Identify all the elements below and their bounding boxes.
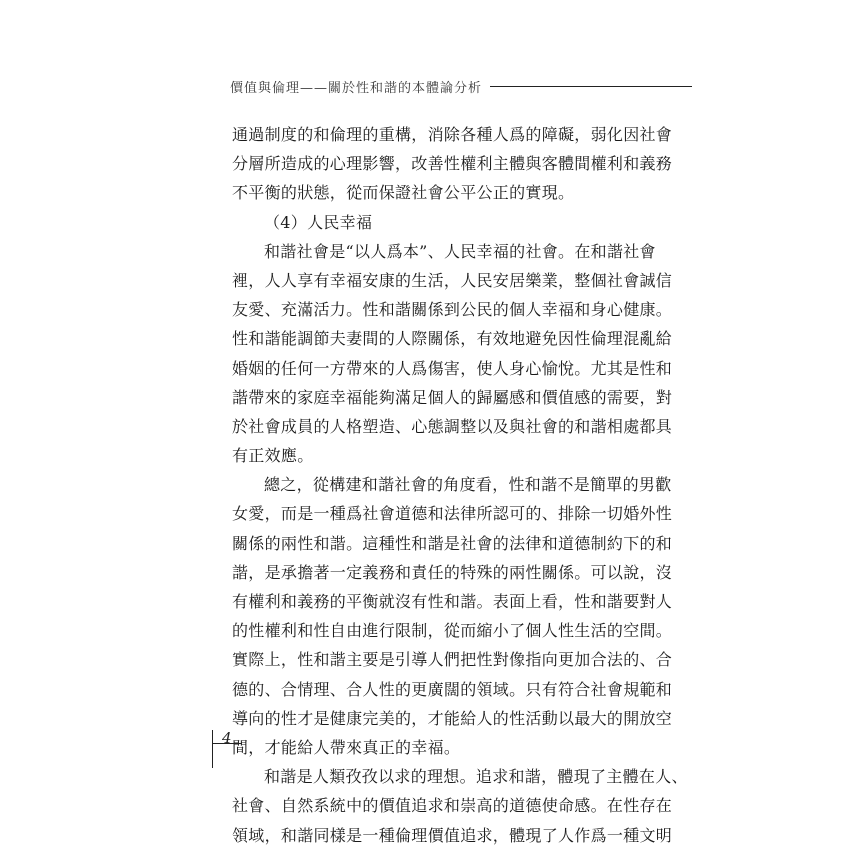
text-line: 的性權利和性自由進行限制，從而縮小了個人性生活的空間。 bbox=[232, 621, 673, 641]
text-line: 婚姻的任何一方帶來的人爲傷害，使人身心愉悅。尤其是性和 bbox=[232, 358, 673, 378]
text-line: 性和諧能調節夫妻間的人際關係，有效地避免因性倫理混亂給 bbox=[232, 329, 673, 349]
text-line: 實際上，性和諧主要是引導人們把性對像指向更加合法的、合 bbox=[232, 650, 673, 670]
text-line: 間，才能給人帶來真正的幸福。 bbox=[232, 737, 461, 757]
text-line: 於社會成員的人格塑造、心態調整以及與社會的和諧相處都具 bbox=[232, 416, 673, 436]
body-text bbox=[232, 120, 688, 850]
paragraph-first-line: 和諧是人類孜孜以求的理想。追求和諧，體現了主體在人、 bbox=[264, 767, 688, 787]
text-line: 通過制度的和倫理的重構，消除各種人爲的障礙，弱化因社會 bbox=[232, 125, 673, 144]
paragraph-first-line: 和諧社會是“以人爲本”、人民幸福的社會。在和諧社會 bbox=[264, 241, 656, 261]
text-line: 有正效應。 bbox=[232, 446, 314, 466]
text-line: 裡，人人享有幸福安康的生活，人民安居樂業，整個社會誠信 bbox=[232, 270, 673, 290]
text-line: 友愛、充滿活力。性和諧關係到公民的個人幸福和身心健康。 bbox=[232, 300, 673, 320]
text-line: 不平衡的狀態，從而保證社會公平公正的實現。 bbox=[232, 183, 575, 203]
text-line: 德的、合情理、合人性的更廣闊的領域。只有符合社會規範和 bbox=[232, 679, 673, 699]
page-number: 4 bbox=[222, 729, 232, 747]
running-head: 價值與倫理——關於性和諧的本體論分析 bbox=[230, 80, 483, 96]
text-line: 女愛，而是一種爲社會道德和法律所認可的、排除一切婚外性 bbox=[232, 504, 673, 524]
text-line: 社會、自然系統中的價值追求和崇高的道德使命感。在性存在 bbox=[232, 796, 673, 816]
page-number-block bbox=[210, 730, 250, 770]
text-line: 有權利和義務的平衡就沒有性和諧。表面上看，性和諧要對人 bbox=[232, 592, 673, 611]
section-heading: （4）人民幸福 bbox=[264, 212, 373, 232]
paragraph-first-line: 總之，從構建和諧社會的角度看，性和諧不是簡單的男歡 bbox=[264, 475, 672, 495]
text-line: 關係的兩性和諧。這種性和諧是社會的法律和道德制約下的和 bbox=[232, 533, 673, 553]
text-line: 諧帶來的家庭幸福能夠滿足個人的歸屬感和價值感的需要，對 bbox=[232, 387, 673, 407]
text-line: 分層所造成的心理影響，改善性權利主體與客體間權利和義務 bbox=[232, 154, 673, 174]
page-header bbox=[230, 76, 692, 96]
page-number-vertical-rule bbox=[212, 730, 213, 768]
header-rule bbox=[490, 86, 692, 87]
text-line: 導向的性才是健康完美的，才能給人的性活動以最大的開放空 bbox=[232, 708, 673, 728]
text-line: 領域，和諧同樣是一種倫理價值追求，體現了人作爲一種文明 bbox=[232, 825, 673, 845]
text-line: 諧，是承擔著一定義務和責任的特殊的兩性關係。可以說，沒 bbox=[232, 562, 673, 582]
